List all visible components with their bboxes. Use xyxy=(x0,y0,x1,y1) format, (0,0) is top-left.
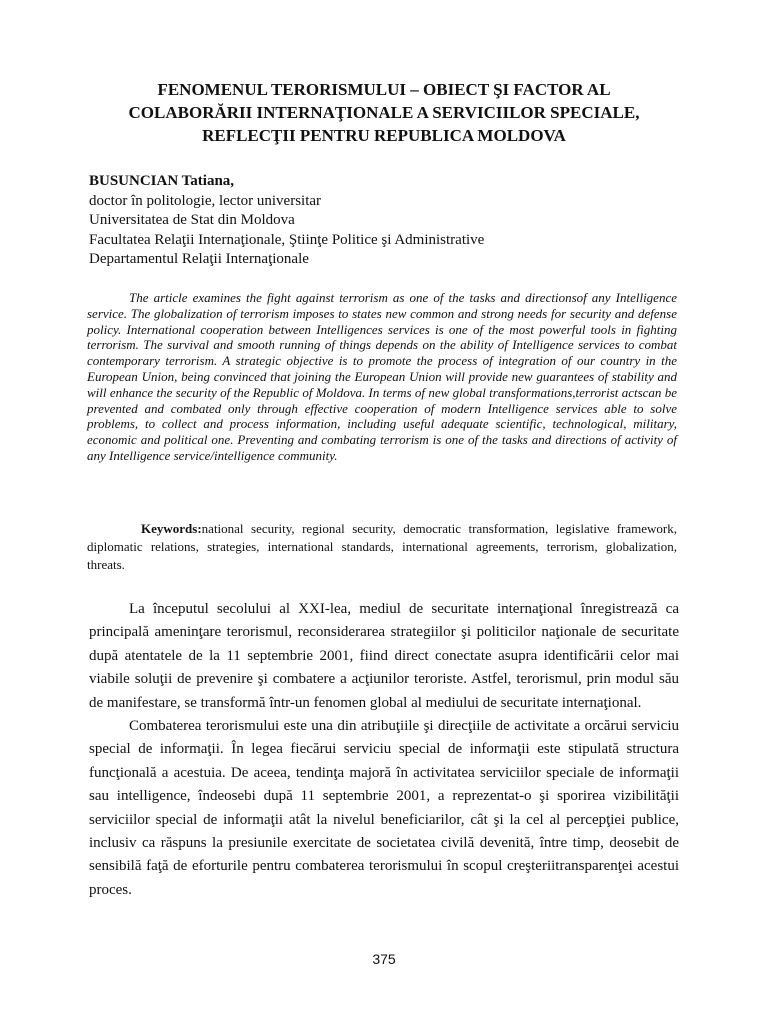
author-university: Universitatea de Stat din Moldova xyxy=(89,212,295,228)
title-line-2: COLABORĂRII INTERNAŢIONALE A SERVICIILOR SPECIALE, xyxy=(128,103,640,122)
article-title xyxy=(60,78,708,147)
author-department: Departamentul Relaţii Internaţionale xyxy=(89,251,309,267)
author-name: BUSUNCIAN Tatiana, xyxy=(89,173,235,189)
page-number: 375 xyxy=(372,951,396,967)
paragraph: Combaterea terorismului este una din atribuţiile şi direcţiile de activitate a orcărui serviciu special de informaţii. În legea fiecărui serviciu special de informaţii este stipulată structura funcţională a acestuia. De aceea, tendinţa majoră în activitatea serviciilor speciale de informaţii sau intelligence, îndeosebi după 11 septembrie 2001, a reprezentat-o şi sporirea vizibilităţii serviciilor special de informaţii atât la nivelul beneficiarilor, cât şi la cel al percepţiei publice, inclusiv ca răspuns la presiunile exercitate de societatea civilă devenită, între timp, deosebit de sensibilă faţă de eforturile pentru combaterea terorismului în scopul creşteriitransparenţei acestui proces. xyxy=(89,718,679,898)
body-text xyxy=(89,598,679,902)
keywords-text: national security, regional security, democratic transformation, legislative framework, diplomatic relations, strategies, international standards, international agreements, terrorism, globalization, threats. xyxy=(87,521,677,572)
keywords xyxy=(87,520,677,574)
author-block xyxy=(89,172,689,270)
paragraph: La începutul secolului al XXI-lea, mediul de securitate internaţional înregistrează ca principală ameninţare terorismul, reconsiderarea strategiilor şi politicilor naţionale de securitate după atentatele de la 11 septembrie 2001, fiind direct conectate asupra identificării celor mai viabile soluţii de prevenire şi combatere a acţiunilor teroriste. Astfel, terorismul, prin modul său de manifestare, se transformă într-un fenomen global al mediului de securitate internaţional. xyxy=(89,601,679,711)
abstract-text: The article examines the fight against terrorism as one of the tasks and directionsof any Intelligence service. The globalization of terrorism imposes to states new common and strong needs for security and defense policy. International cooperation between Intelligences services is one of the most powerful tools in fighting terrorism. The survival and smooth running of things depends on the ability of Intelligence services to combat contemporary terrorism. A strategic objective is to promote the process of integration of our country in the European Union, being convinced that joining the European Union will provide new guarantees of stability and will enhance the security of the Republic of Moldova. In terms of new global transformations,terrorist actscan be prevented and combated only through effective cooperation of modern Intelligence services able to solve problems, to collect and process information, including useful adequate scientific, technological, military, economic and political one. Preventing and combating terrorism is one of the tasks and directions of activity of any Intelligence service/intelligence community. xyxy=(87,290,677,463)
title-line-3: REFLECŢII PENTRU REPUBLICA MOLDOVA xyxy=(202,126,566,145)
title-line-1: FENOMENUL TERORISMULUI – OBIECT ŞI FACTOR AL xyxy=(157,80,611,99)
author-degree: doctor în politologie, lector universitar xyxy=(89,192,322,209)
abstract xyxy=(87,290,677,464)
keywords-label: Keywords: xyxy=(141,521,202,536)
author-faculty: Facultatea Relaţii Internaţionale, Ştiinţe Politice şi Administrative xyxy=(89,231,485,248)
